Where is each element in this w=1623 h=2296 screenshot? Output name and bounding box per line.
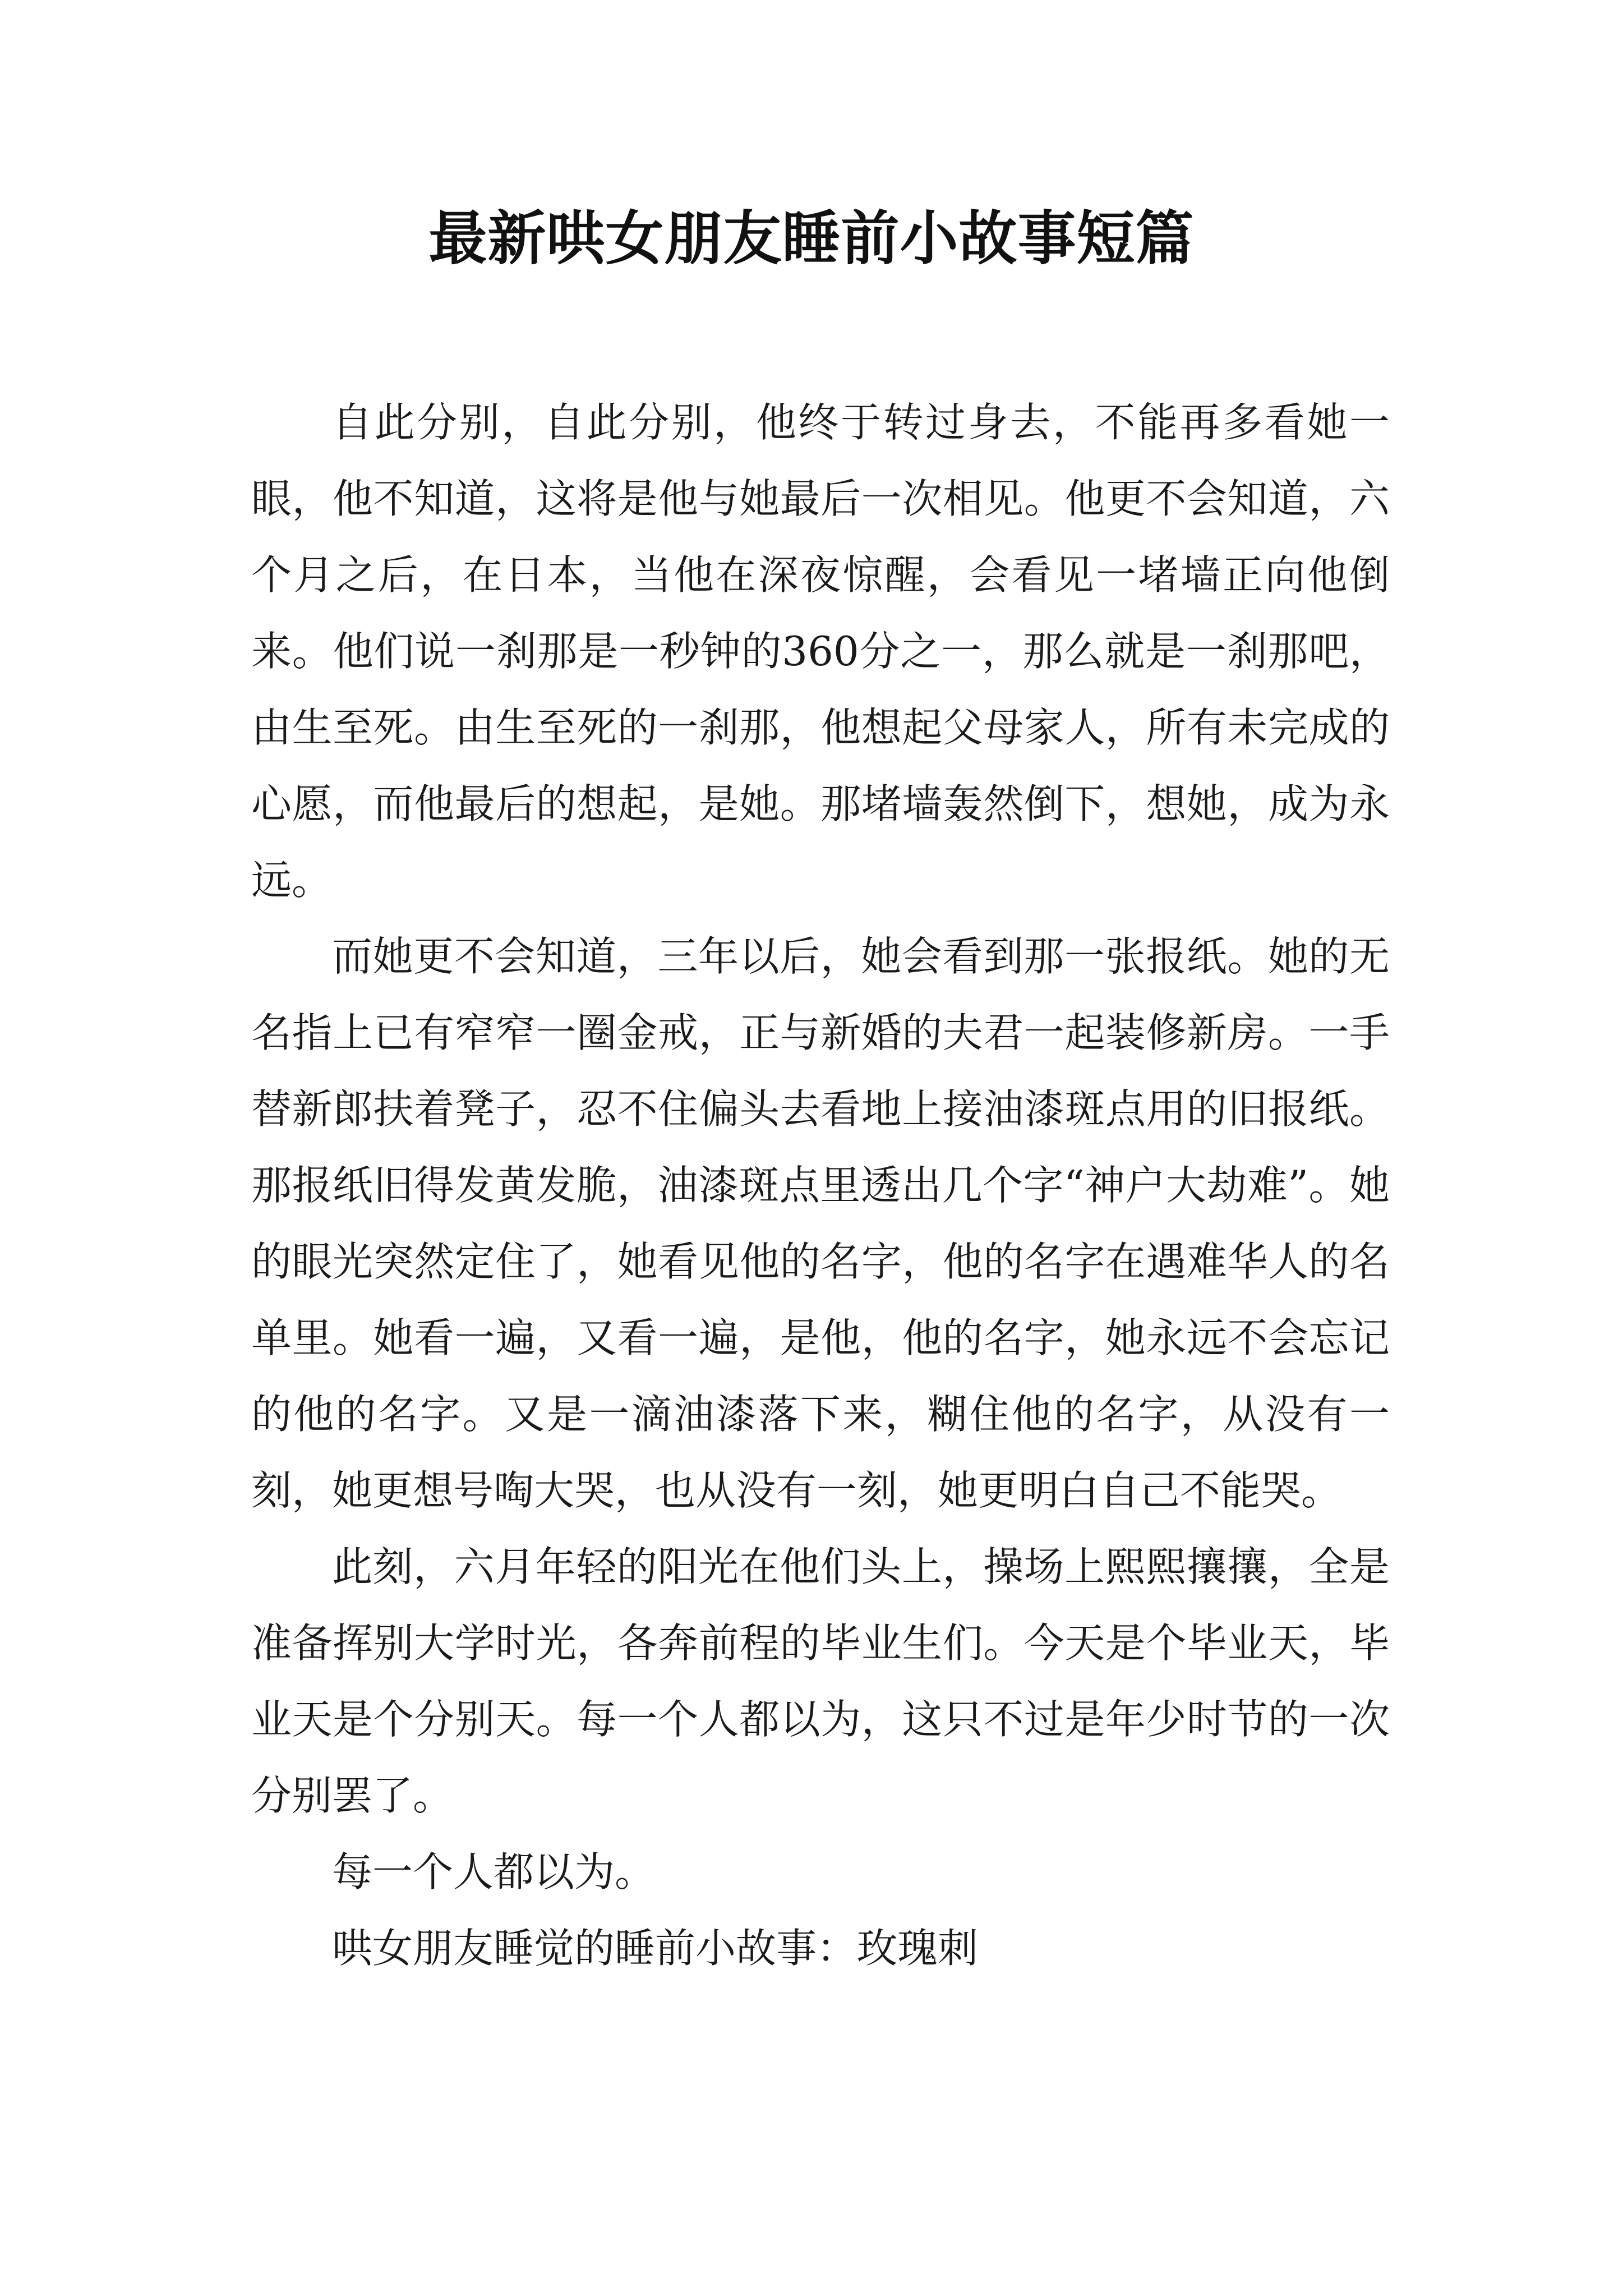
paragraph: 每一个人都以为。 xyxy=(332,1848,656,1895)
document-title: 最新哄女朋友睡前小故事短篇 xyxy=(428,204,1195,273)
paragraph: 而她更不会知道，三年以后，她会看到那一张报纸。她的无名指上已有窄窄一圈金戒，正与新婚的夫君一起装修新房。一手替新郎扶着凳子，忍不住偏头去看地上接油漆斑点用的旧报纸。那报纸旧得发黄发脆，油漆斑点里透出几个字“神户大劫难”。她的眼光突然定住了，她看见他的名字，他的名字在遇难华人的名单里。她看一遍，又看一遍，是他，他的名字，她永远不会忘记的他的名字。又是一滴油漆落下来，糊住他的名字，从没有一刻，她更想号啕大哭，也从没有一刻，她更明白自己不能哭。 xyxy=(251,933,1390,1514)
paragraph: 此刻，六月年轻的阳光在他们头上，操场上熙熙攘攘，全是准备挥别大学时光，各奔前程的毕业生们。今天是个毕业天，毕业天是个分别天。每一个人都以为，这只不过是年少时节的一次分别罢了。 xyxy=(251,1543,1390,1819)
section-heading: 哄女朋友睡觉的睡前小故事：玫瑰刺 xyxy=(332,1925,979,1972)
paragraph: 自此分别，自此分别，他终于转过身去，不能再多看她一眼，他不知道，这将是他与她最后一次相见。他更不会知道，六个月之后，在日本，当他在深夜惊醒，会看见一堵墙正向他倒来。他们说一刹那是一秒钟的360分之一，那么就是一刹那吧，由生至死。由生至死的一刹那，他想起父母家人，所有未完成的心愿，而他最后的想起，是她。那堵墙轰然倒下，想她，成为永远。 xyxy=(251,399,1390,904)
document-body xyxy=(251,384,1390,1986)
